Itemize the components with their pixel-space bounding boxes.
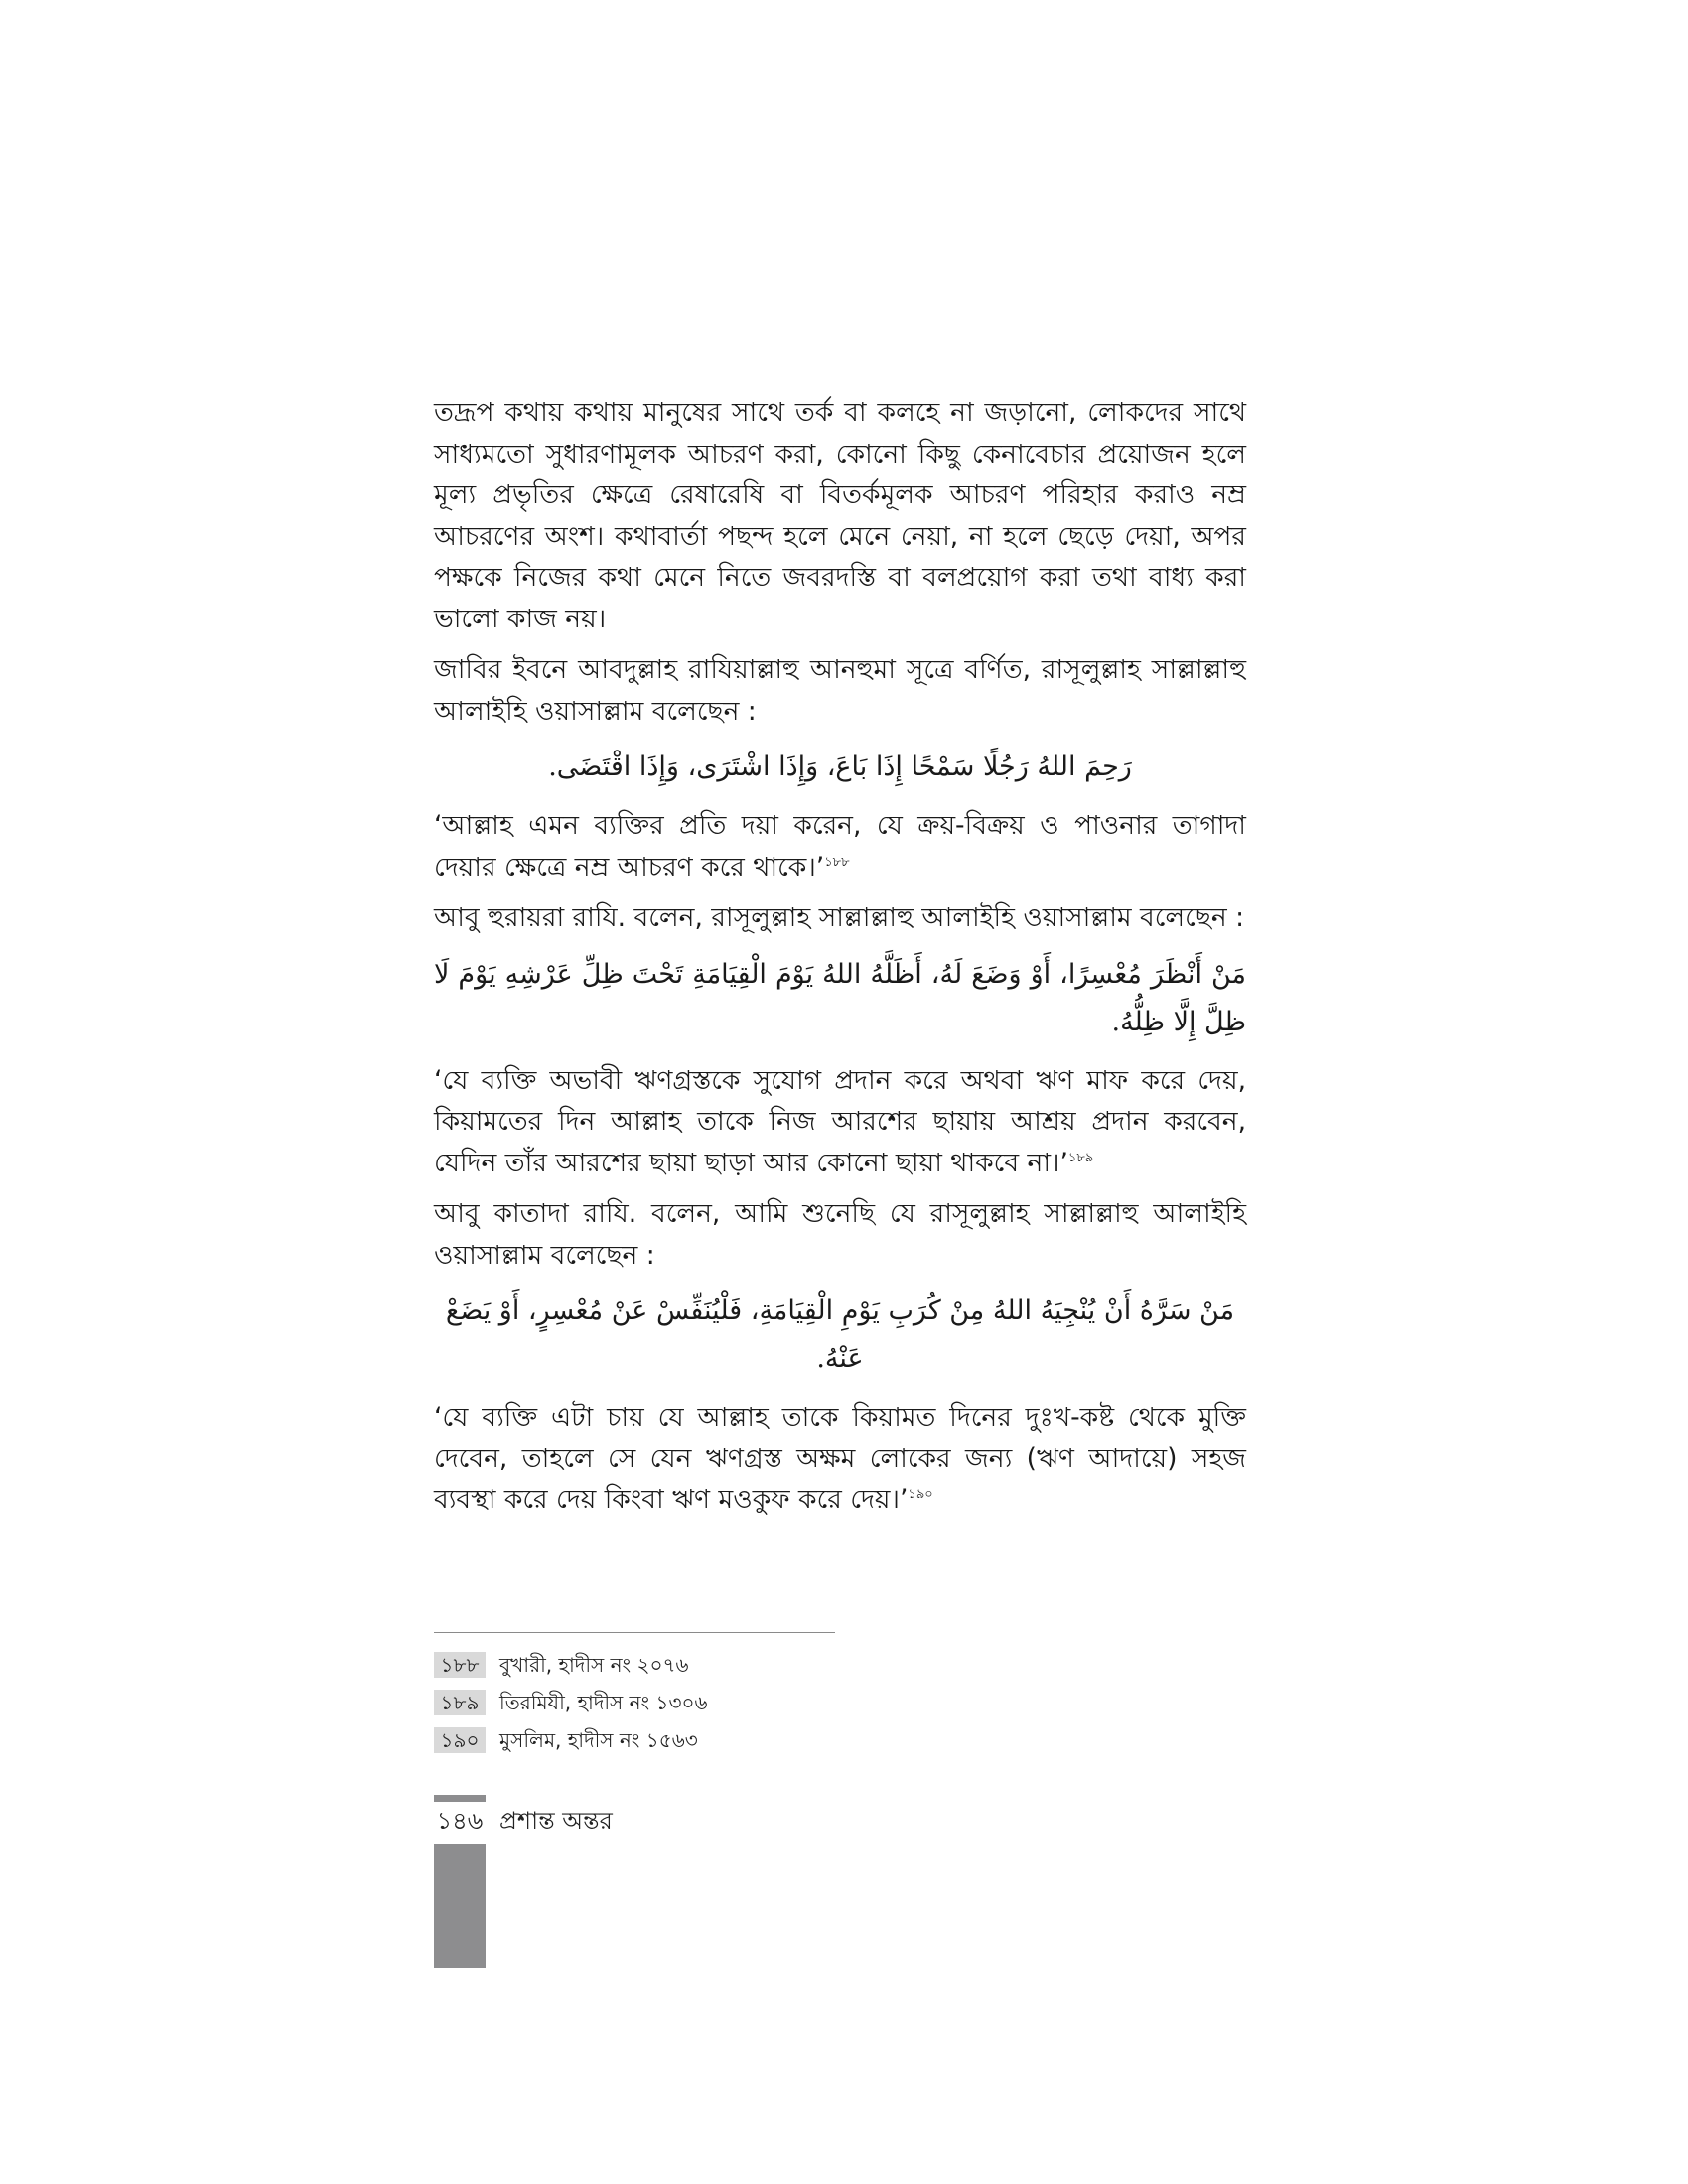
- arabic-hadith-1: رَحِمَ اللهُ رَجُلًا سَمْحًا إِذَا بَاعَ، وَإِذَا اشْتَرَى، وَإِذَا اقْتَضَى.: [548, 751, 1132, 782]
- translation-2-text: ‘যে ব্যক্তি অভাবী ঋণগ্রস্তকে সুযোগ প্রদান করে অথবা ঋণ মাফ করে দেয়, কিয়ামতের দিন আল্লাহ তাকে নিজ আরশের ছায়ায় আশ্রয় প্রদান করবেন, যেদিন তাঁর আরশের ছায়া ছাড়া আর কোনো ছায়া থাকবে না।’: [434, 1064, 1246, 1178]
- footnote-item: [434, 1646, 1129, 1684]
- paragraph-gap: [434, 887, 1246, 897]
- footnote-number: ১৮৮: [434, 1652, 486, 1678]
- arabic-hadith-3: مَنْ سَرَّهُ أَنْ يُنْجِيَهُ اللهُ مِنْ كُرَبِ يَوْمِ الْقِيَامَةِ، فَلْيُنَفِّسْ عَنْ مُعْسِرٍ، أَوْ يَضَعْ عَنْهُ.: [445, 1296, 1235, 1374]
- page-body: [434, 392, 1246, 1521]
- footnote-divider: [434, 1632, 835, 1633]
- paragraph-gap: [434, 1183, 1246, 1193]
- footnote-text: মুসলিম, হাদীস নং ১৫৬৩: [499, 1728, 698, 1752]
- translation-3-text: ‘যে ব্যক্তি এটা চায় যে আল্লাহ তাকে কিয়ামত দিনের দুঃখ-কষ্ট থেকে মুক্তি দেবেন, তাহলে সে যেন ঋণগ্রস্ত অক্ষম লোকের জন্য (ঋণ আদায়ে) সহজ ব্যবস্থা করে দেয় কিংবা ঋণ মওকুফ করে দেয়।’: [434, 1402, 1246, 1515]
- footnote-text: বুখারী, হাদীস নং ২০৭৬: [499, 1653, 689, 1677]
- running-footer-title: প্রশান্ত অন্তর: [499, 1807, 613, 1835]
- translation-1-text: ‘আল্লাহ এমন ব্যক্তির প্রতি দয়া করেন, যে ক্রয়-বিক্রয় ও পাওনার তাগাদা দেয়ার ক্ষেত্রে নম্র আচরণ করে থাকে।’: [434, 810, 1246, 883]
- footnote-item: [434, 1684, 1129, 1721]
- footnotes: [434, 1646, 1129, 1759]
- footnote-ref-190[interactable]: ১৯০: [908, 1487, 933, 1503]
- page-tab-top: [434, 1795, 486, 1802]
- paragraph-4: আবু কাতাদা রাযি. বলেন, আমি শুনেছি যে রাসূলুল্লাহ সাল্লাল্লাহু আলাইহি ওয়াসাল্লাম বলেছেন :: [434, 1198, 1246, 1271]
- paragraph-gap: [434, 639, 1246, 649]
- page-number: ১৪৬: [436, 1807, 484, 1835]
- footnote-text: তিরমিযী, হাদীস নং ১৩০৬: [499, 1691, 708, 1714]
- arabic-hadith-2: مَنْ أَنْظَرَ مُعْسِرًا، أَوْ وَضَعَ لَهُ، أَظَلَّهُ اللهُ يَوْمَ الْقِيَامَةِ تَحْتَ ظِلِّ عَرْشِهِ يَوْمَ لَا ظِلَّ إِلَّا ظِلُّهُ.: [434, 958, 1246, 1037]
- footnote-number: ১৯০: [434, 1727, 486, 1753]
- paragraph-3: আবু হুরায়রা রাযি. বলেন, রাসূলুল্লাহ সাল্লাল্লাহু আলাইহি ওয়াসাল্লাম বলেছেন :: [434, 902, 1245, 933]
- translation-2: [434, 1060, 1246, 1184]
- paragraph-2: জাবির ইবনে আবদুল্লাহ রাযিয়াল্লাহু আনহুমা সূত্রে বর্ণিত, রাসূলুল্লাহ সাল্লাল্লাহু আলাইহি ওয়াসাল্লাম বলেছেন :: [434, 654, 1246, 727]
- page-tab-bar: [434, 1844, 486, 1968]
- footnote-item: [434, 1721, 1129, 1759]
- footnote-number: ১৮৯: [434, 1690, 486, 1715]
- translation-3: [434, 1397, 1246, 1521]
- translation-1: [434, 805, 1246, 887]
- footnote-ref-188[interactable]: ১৮৮: [824, 854, 850, 870]
- footnote-ref-189[interactable]: ১৮৯: [1067, 1150, 1094, 1165]
- paragraph-1: তদ্রূপ কথায় কথায় মানুষের সাথে তর্ক বা কলহে না জড়ানো, লোকদের সাথে সাধ্যমতো সুধারণামূলক আচরণ করা, কোনো কিছু কেনাবেচার প্রয়োজন হলে মূল্য প্রভৃতির ক্ষেত্রে রেষারেষি বা বিতর্কমূলক আচরণ পরিহার করাও নম্র আচরণের অংশ। কথাবার্তা পছন্দ হলে মেনে নেয়া, না হলে ছেড়ে দেয়া, অপর পক্ষকে নিজের কথা মেনে নিতে জবরদস্তি বা বলপ্রয়োগ করা তথা বাধ্য করা ভালো কাজ নয়।: [434, 397, 1246, 634]
